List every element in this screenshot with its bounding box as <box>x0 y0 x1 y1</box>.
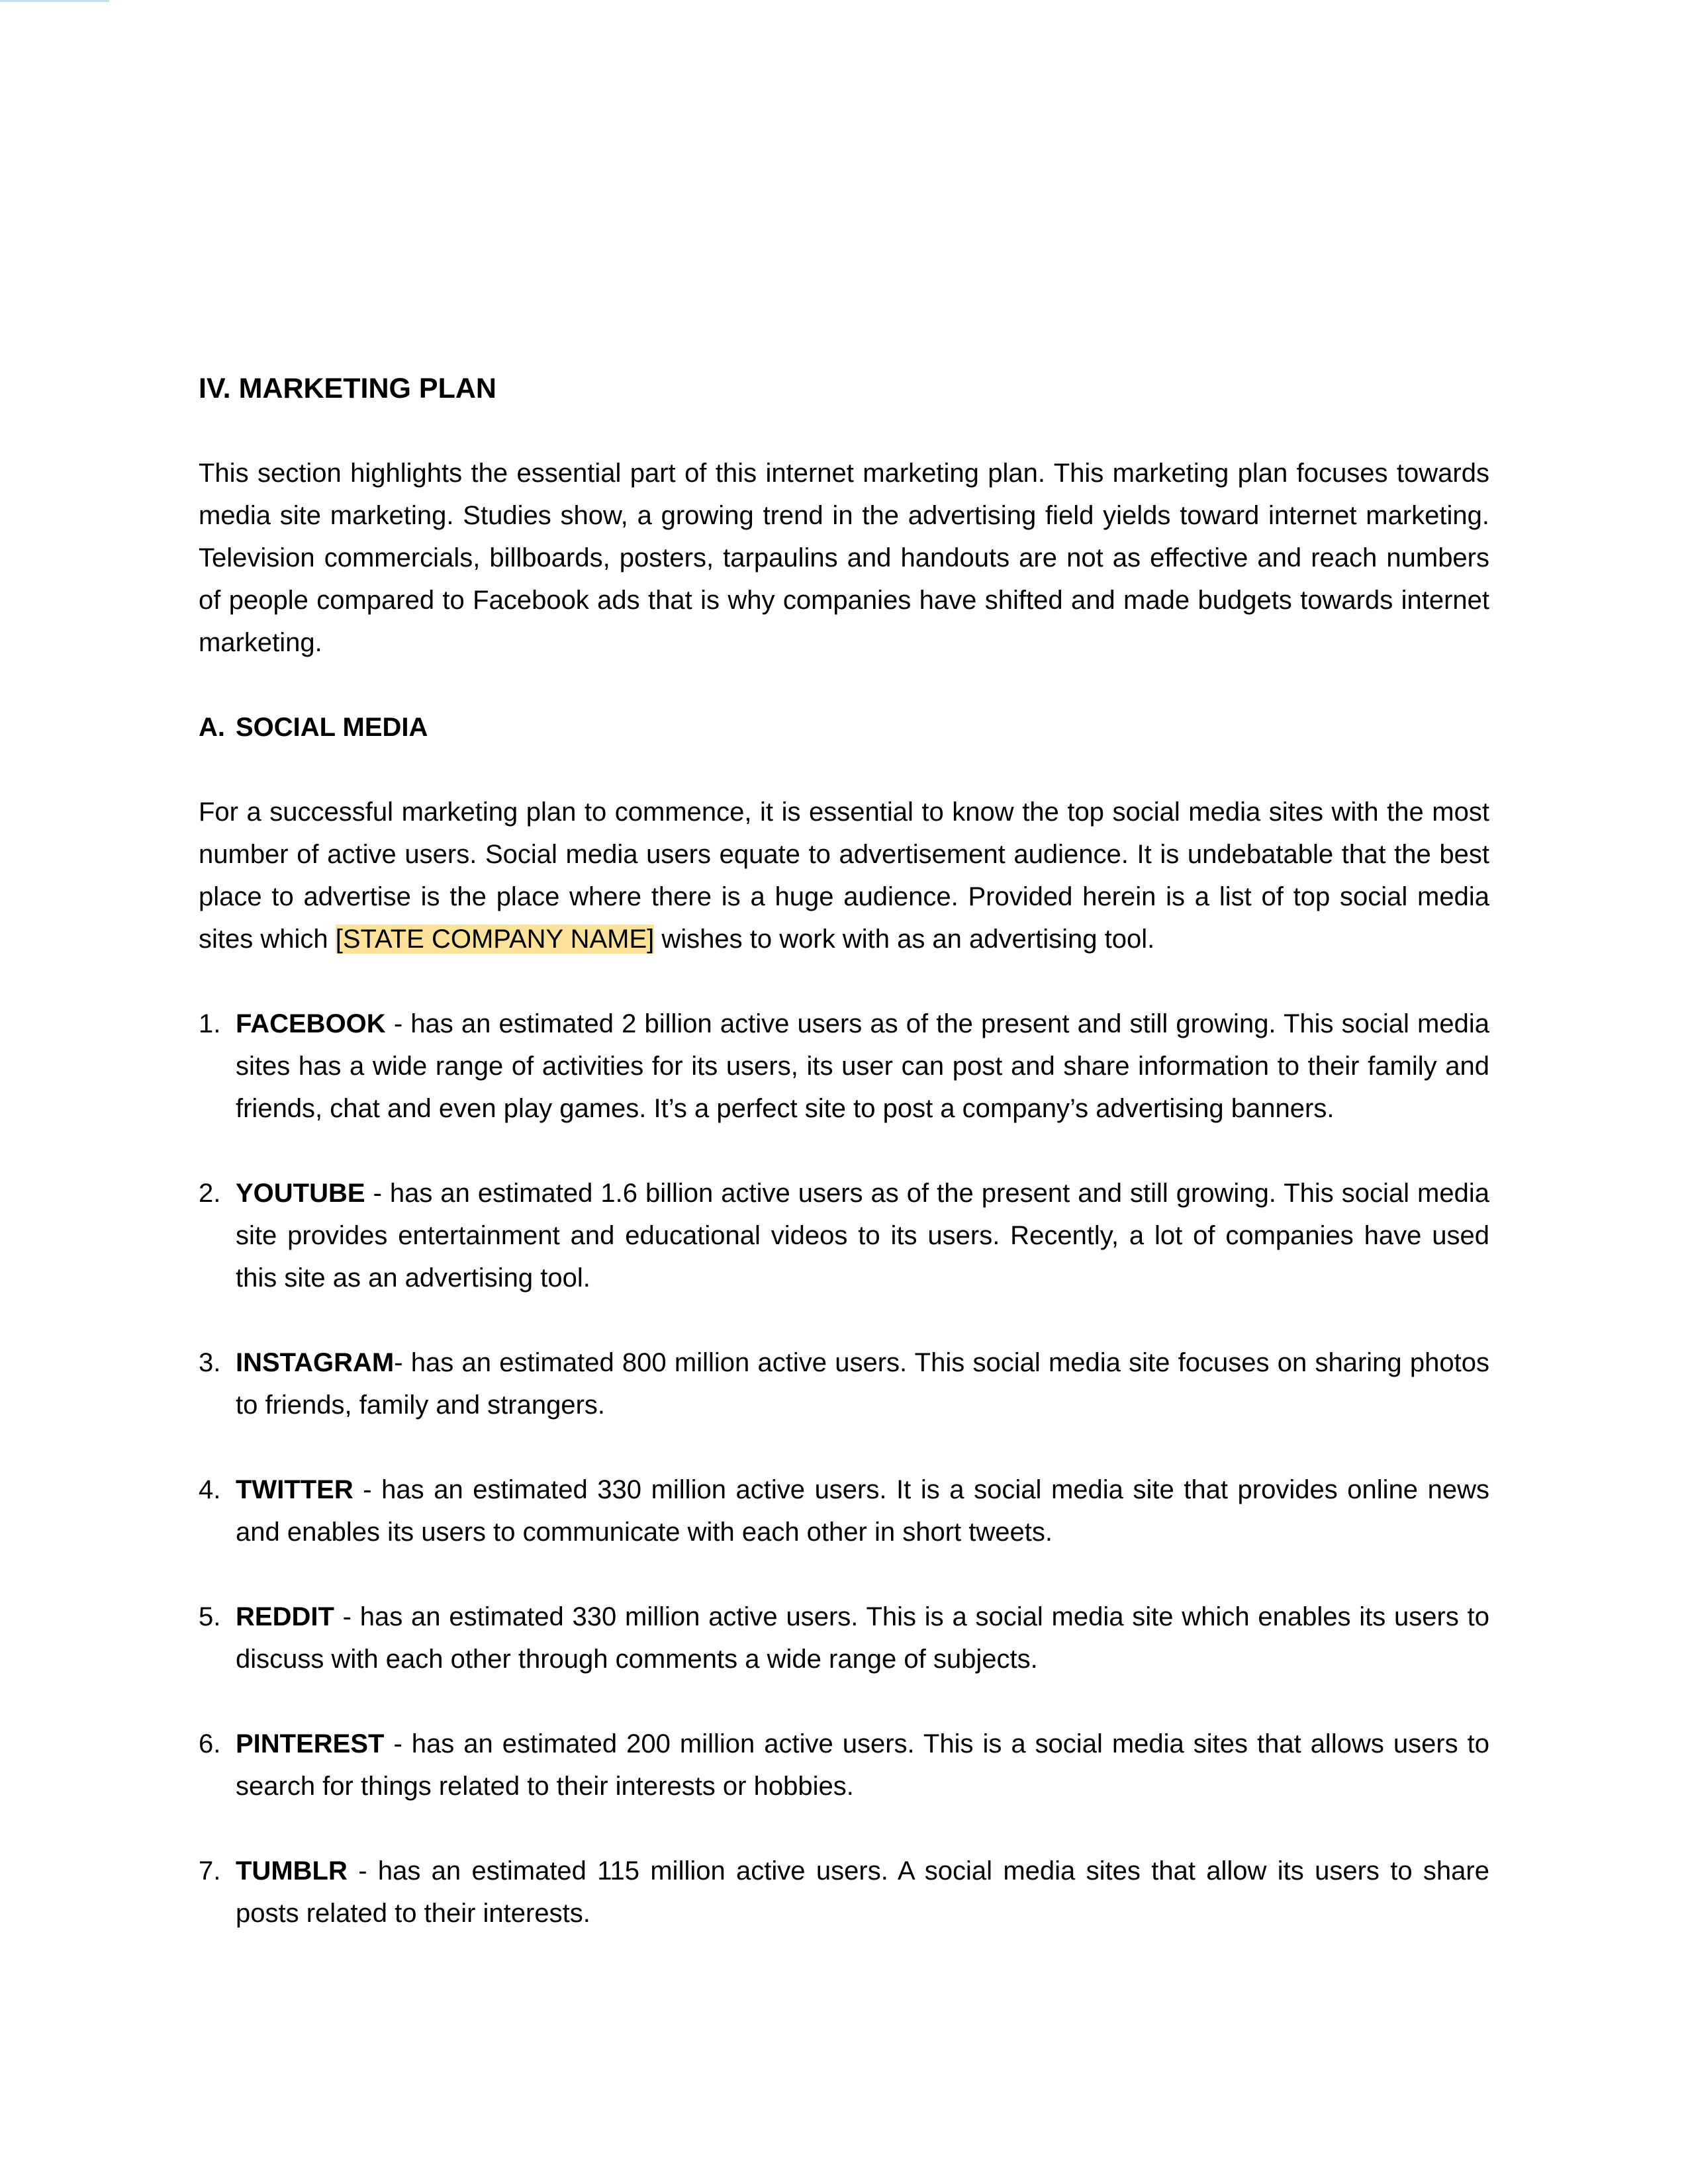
list-number: 2. <box>199 1179 221 1208</box>
list-item-reddit <box>199 1596 1489 1680</box>
subsection-number: A. <box>199 713 225 742</box>
platform-description: - has an estimated 200 million active users. This is a social media sites that allows users to search for things related to their interests or hobbies. <box>236 1729 1489 1801</box>
intro-paragraph: This section highlights the essential part of this internet marketing plan. This marketing plan focuses towards media site marketing. Studies show, a growing trend in the advertising field yields toward internet marketing. Television commercials, billboards, posters, tarpaulins and handouts are not as effective and reach numbers of people compared to Facebook ads that is why companies have shifted and made budgets towards internet marketing. <box>199 459 1489 657</box>
list-number: 7. <box>199 1856 221 1886</box>
list-number: 3. <box>199 1348 221 1377</box>
platform-name: PINTEREST <box>236 1729 385 1758</box>
platform-description: - has an estimated 115 million active users. A social media sites that allow its users to share posts related to their interests. <box>236 1856 1489 1928</box>
social-media-intro-paragraph <box>199 791 1489 960</box>
platform-name: REDDIT <box>236 1602 334 1631</box>
list-item-pinterest <box>199 1723 1489 1807</box>
list-item-instagram <box>199 1342 1489 1426</box>
platform-name: YOUTUBE <box>236 1179 365 1208</box>
social-intro-text: For a successful marketing plan to commence, it is essential to know the top social media sites with the most number of active users. Social media users equate to advertisement audience. It is undebatable that the best place to advertise is the place where there is a huge audience. Provided herein is a list of top social media sites which <box>199 797 1489 954</box>
social-intro-text-end: wishes to work with as an advertising tool. <box>654 925 1155 954</box>
subsection-title: SOCIAL MEDIA <box>236 713 428 742</box>
company-name-placeholder: [STATE COMPANY NAME] <box>335 925 655 954</box>
subsection-heading <box>199 706 1489 749</box>
platform-name: TUMBLR <box>236 1856 348 1886</box>
page-corner-mark <box>0 0 109 2</box>
list-number: 1. <box>199 1009 221 1038</box>
list-item-twitter <box>199 1469 1489 1553</box>
platform-name: TWITTER <box>236 1475 353 1504</box>
list-number: 5. <box>199 1602 221 1631</box>
platform-description: - has an estimated 1.6 billion active users as of the present and still growing. This social media site provides entertainment and educational videos to its users. Recently, a lot of companies have used this site as an advertising tool. <box>236 1179 1489 1293</box>
social-platform-list <box>199 1003 1489 1934</box>
list-item-facebook <box>199 1003 1489 1130</box>
list-item-youtube <box>199 1172 1489 1299</box>
platform-name: INSTAGRAM <box>236 1348 395 1377</box>
platform-description: - has an estimated 800 million active users. This social media site focuses on sharing photos to friends, family and strangers. <box>236 1348 1489 1420</box>
list-number: 4. <box>199 1475 221 1504</box>
platform-description: - has an estimated 330 million active users. It is a social media site that provides online news and enables its users to communicate with each other in short tweets. <box>236 1475 1489 1547</box>
list-number: 6. <box>199 1729 221 1758</box>
document-page <box>199 367 1489 1977</box>
platform-name: FACEBOOK <box>236 1009 386 1038</box>
platform-description: - has an estimated 2 billion active users as of the present and still growing. This social media sites has a wide range of activities for its users, its user can post and share information to their family and friends, chat and even play games. It’s a perfect site to post a company’s advertising banners. <box>236 1009 1489 1123</box>
section-title: IV. MARKETING PLAN <box>199 373 496 404</box>
list-item-tumblr <box>199 1850 1489 1934</box>
platform-description: - has an estimated 330 million active users. This is a social media site which enables its users to discuss with each other through comments a wide range of subjects. <box>236 1602 1489 1674</box>
